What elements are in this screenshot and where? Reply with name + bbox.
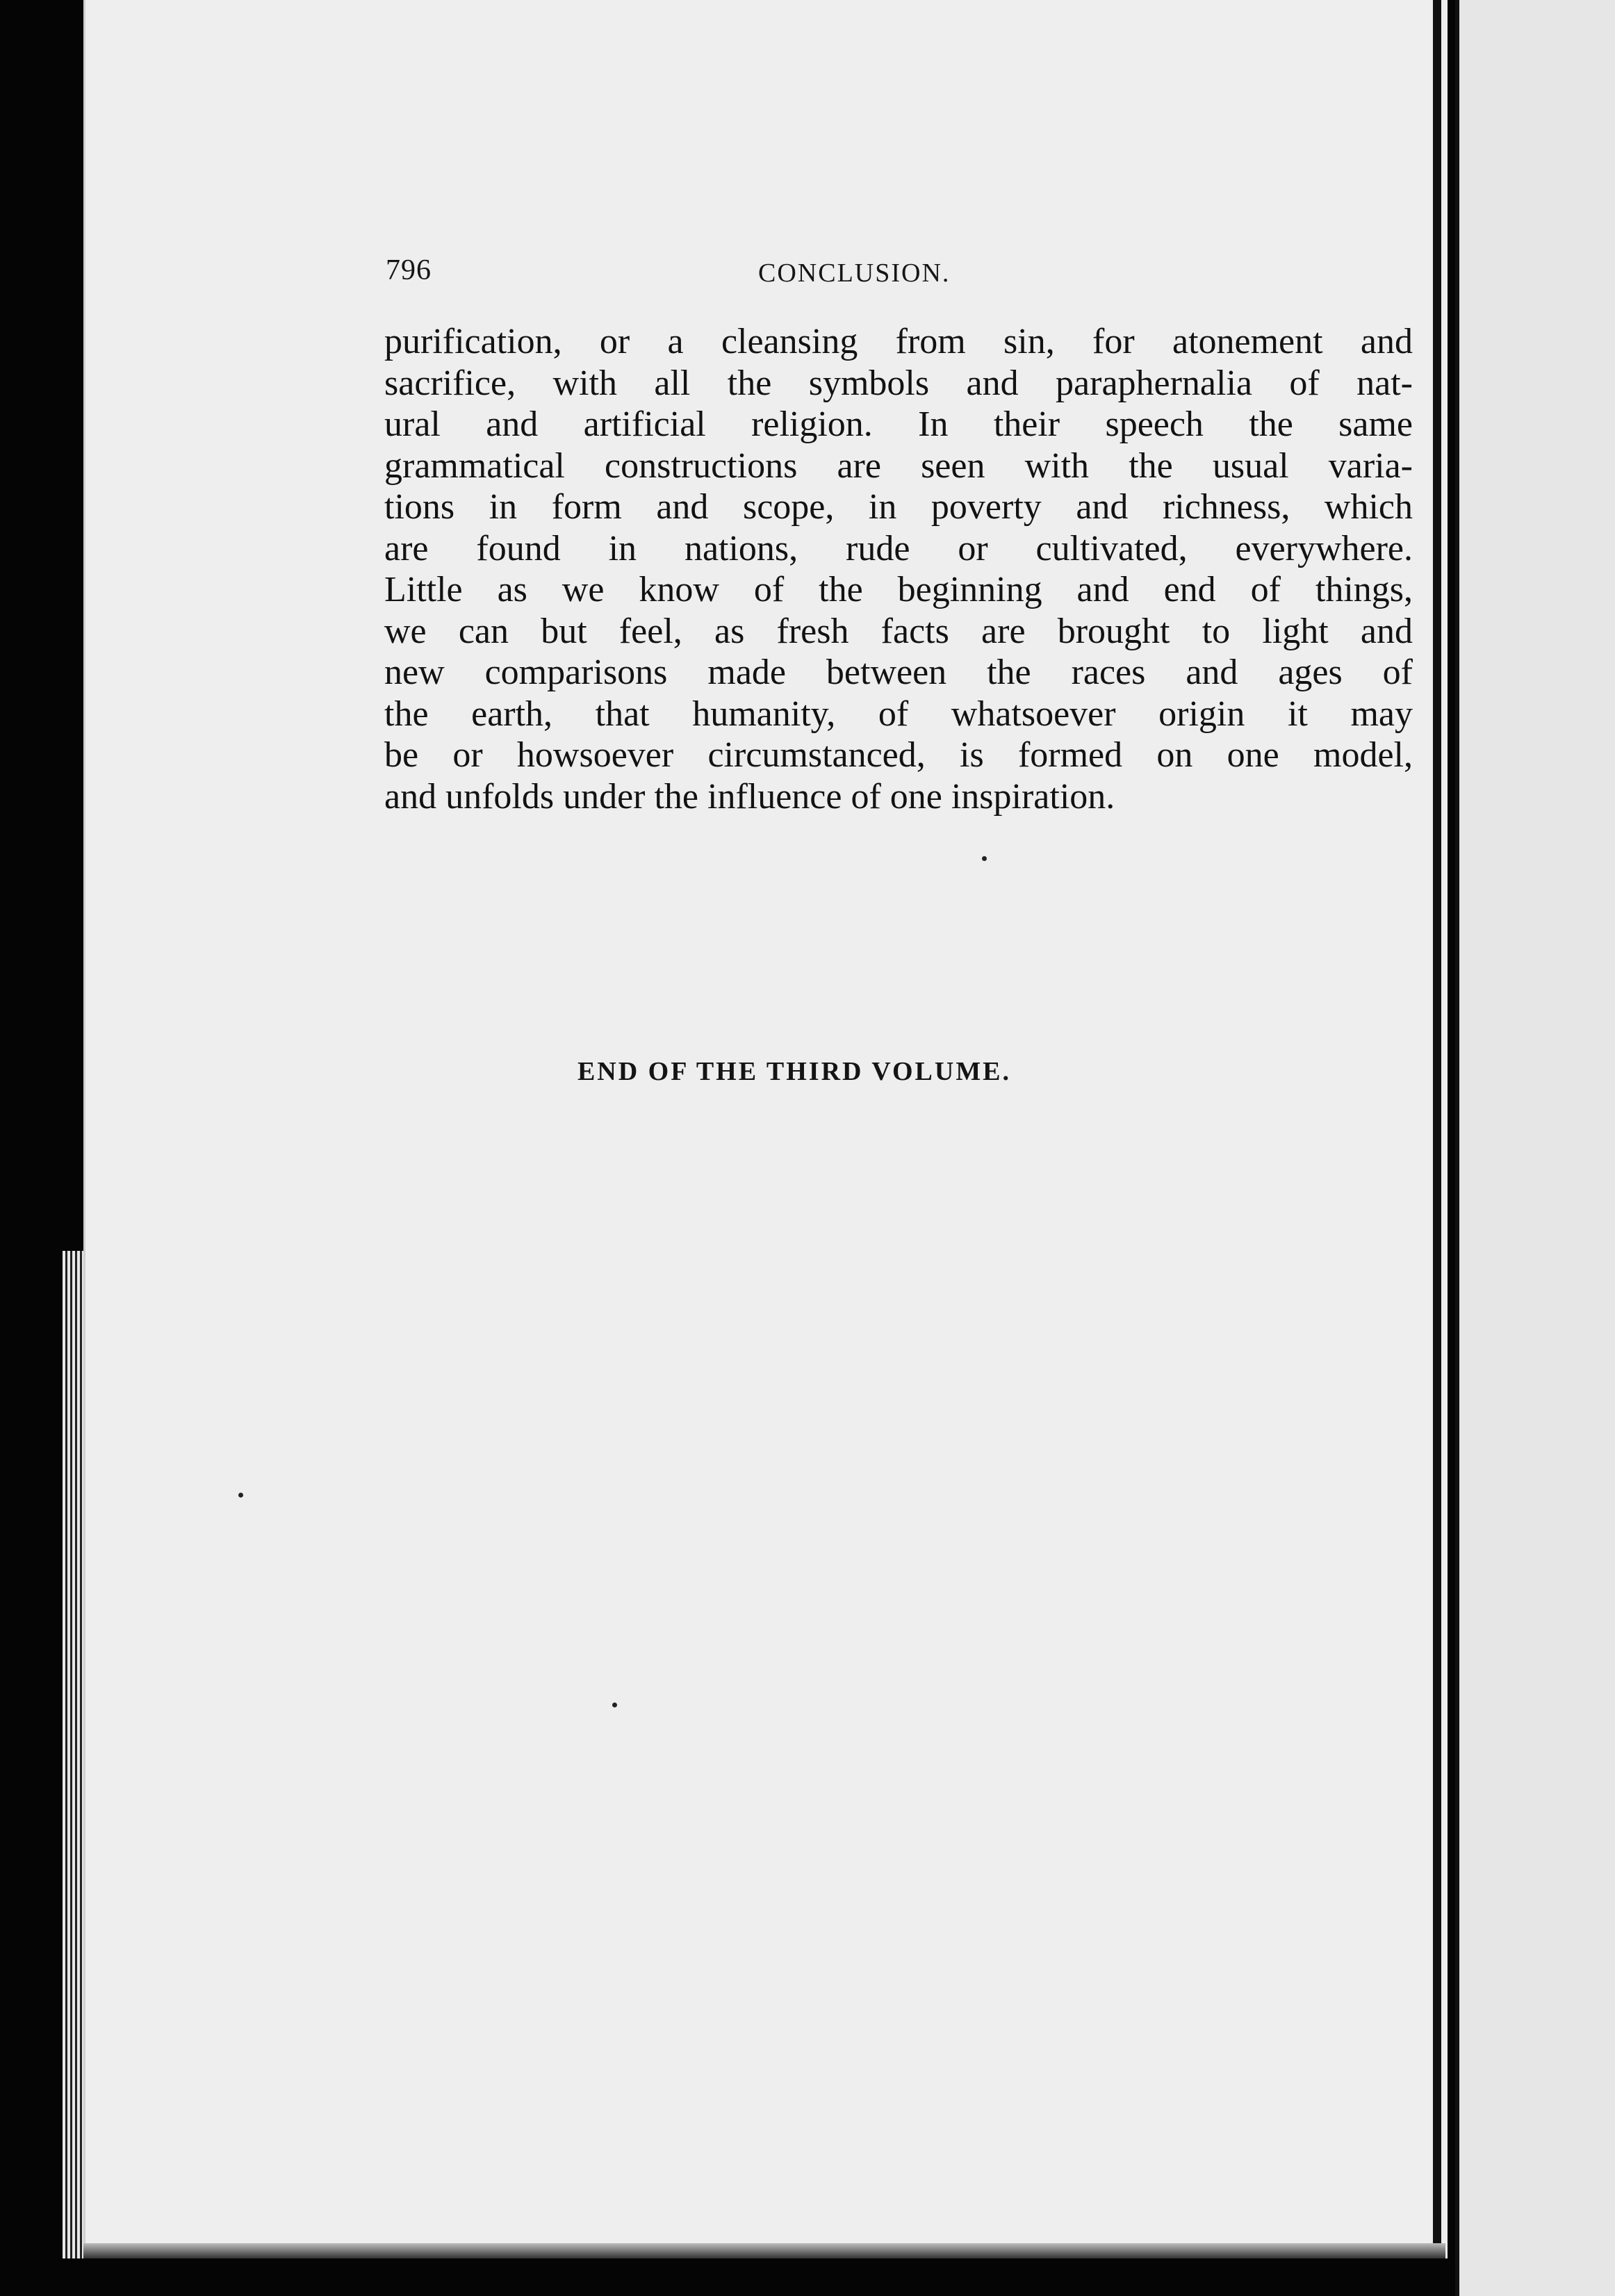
text-line: ural and artificial religion. In their speech the same (384, 404, 1413, 444)
text-line: are found in nations, rude or cultivated, everywhere. (384, 528, 1413, 568)
running-head (85, 254, 1448, 295)
text-line: and unfolds under the influence of one inspiration. (384, 776, 1115, 817)
text-line: Little as we know of the beginning and end of things, (384, 570, 1413, 609)
body-paragraph (384, 321, 1413, 817)
text-line: tions in form and scope, in poverty and richness, which (384, 487, 1413, 527)
text-line: purification, or a cleansing from sin, for atonement and (384, 322, 1413, 361)
text-line: sacrifice, with all the symbols and paraphernalia of nat- (384, 363, 1413, 403)
text-line: grammatical constructions are seen with the usual varia- (384, 445, 1413, 486)
running-title: CONCLUSION. (758, 259, 951, 288)
text-line: the earth, that humanity, of whatsoever origin it may (384, 694, 1413, 734)
page-fore-edge (1433, 0, 1441, 2258)
ink-speck (982, 856, 987, 861)
book-page (83, 0, 1448, 2258)
page-bottom-edge (83, 2243, 1445, 2258)
text-line: new comparisons made between the races and ages of (384, 653, 1413, 692)
text-line: we can but feel, as fresh facts are brought to light and (384, 611, 1413, 651)
ink-speck (238, 1493, 243, 1498)
page-number: 796 (386, 254, 432, 286)
ink-speck (612, 1703, 617, 1707)
text-line: be or howsoever circumstanced, is formed on one model, (384, 735, 1413, 775)
end-of-volume-note: END OF THE THIRD VOLUME. (577, 1057, 1012, 1086)
facing-page-edge (1455, 0, 1615, 2296)
